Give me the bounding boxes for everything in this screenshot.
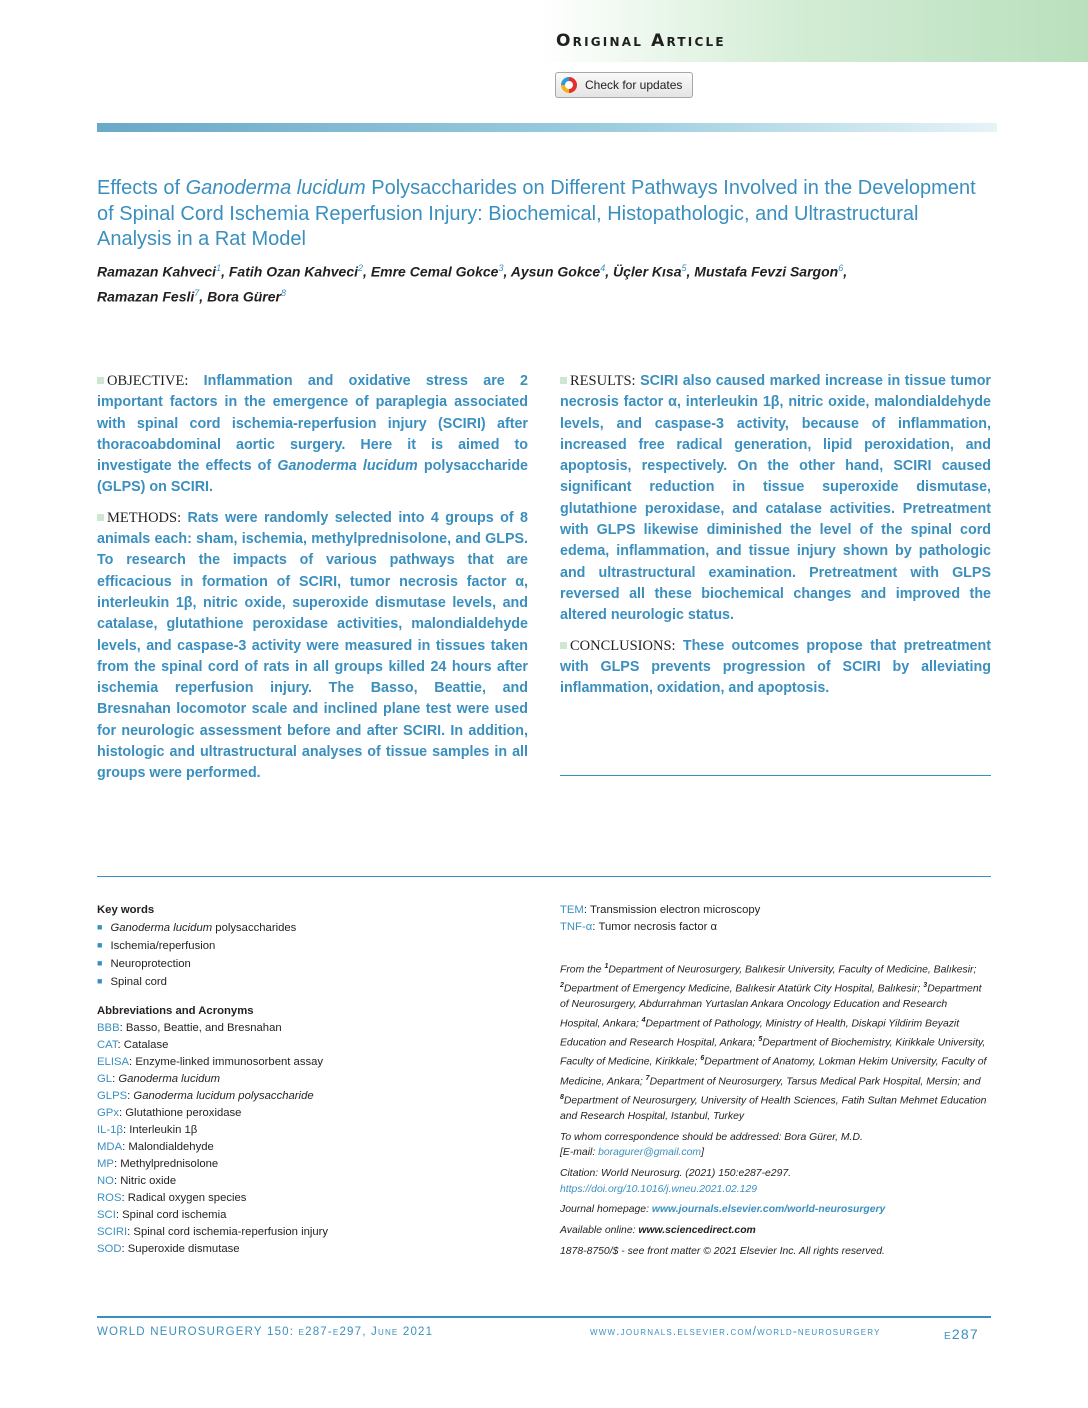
section-square-icon xyxy=(97,514,104,521)
keywords-list xyxy=(97,919,537,991)
abbr-term: NO xyxy=(97,1175,114,1187)
keywords-block xyxy=(97,902,537,991)
aff-sup: 4 xyxy=(641,1017,646,1025)
journal-homepage xyxy=(560,1202,988,1218)
copyright: 1878-8750/$ - see front matter © 2021 Elsevier Inc. All rights reserved. xyxy=(560,1245,885,1257)
keyword-text: Spinal cord xyxy=(110,976,167,988)
abbr-term: TEM xyxy=(560,904,584,916)
abbr-def: Tumor necrosis factor α xyxy=(598,921,718,933)
author: Mustafa Fevzi Sargon xyxy=(694,263,839,280)
aff-sup: 2 xyxy=(560,982,564,990)
conclusions-text: These outcomes propose that pretreatment with GLPS prevents progression of SCIRI by alleviating inflammation, oxidation, and apoptosis. xyxy=(560,637,991,697)
abbreviations-continued xyxy=(560,902,990,936)
abbr-row: MP: Methylprednisolone xyxy=(97,1158,219,1170)
results-heading: RESULTS: xyxy=(570,373,636,389)
abstract-results xyxy=(560,371,991,627)
abbr-def: Transmission electron microscopy xyxy=(589,904,761,916)
email-end: ] xyxy=(701,1147,704,1159)
section-square-icon xyxy=(560,377,567,384)
check-for-updates-button[interactable] xyxy=(555,72,693,98)
abbr-row: ELISA: Enzyme-linked immunosorbent assay xyxy=(97,1056,324,1068)
aff-sup: 6 xyxy=(700,1055,705,1063)
objective-text-2: polysaccharide (GLPS) on SCIRI. xyxy=(97,458,529,496)
header-rule-bar xyxy=(97,123,997,132)
abbr-def: Enzyme-linked immunosorbent assay xyxy=(135,1056,324,1068)
abbr-row: GPx: Glutathione peroxidase xyxy=(97,1107,242,1119)
author-sup: 1 xyxy=(216,263,222,273)
available-online xyxy=(560,1223,988,1239)
affiliation-from: From the xyxy=(560,964,602,976)
abbr-term: CAT xyxy=(97,1039,118,1051)
footer-rule xyxy=(97,1316,991,1318)
abbr-row: MDA: Malondialdehyde xyxy=(97,1141,214,1153)
aff-sup: 1 xyxy=(604,963,609,970)
abbr-def: Basso, Beattie, and Bresnahan xyxy=(125,1022,282,1034)
footer-page-number: e287 xyxy=(944,1326,979,1342)
abbr-row: BBB: Basso, Beattie, and Bresnahan xyxy=(97,1022,282,1034)
available-label: Available online: xyxy=(560,1225,639,1237)
abbr-def: Interleukin 1β xyxy=(129,1124,198,1136)
aff-text: Department of Neurosurgery, Tarsus Medical Park Hospital, Mersin; and xyxy=(649,1076,981,1088)
abbr-def: Radical oxygen species xyxy=(127,1192,247,1204)
keyword-italic: Ganoderma lucidum xyxy=(110,922,213,934)
article-type-label: Original Article xyxy=(556,31,726,51)
author: Üçler Kısa xyxy=(613,263,682,280)
abbr-term: GL xyxy=(97,1073,113,1085)
correspondence-text: To whom correspondence should be addressed: Bora Gürer, M.D. xyxy=(560,1131,863,1143)
abbr-term: ELISA xyxy=(97,1056,130,1068)
aff-text: Department of Neurosurgery, Balıkesir University, Faculty of Medicine, Balıkesir; xyxy=(608,964,977,976)
abbr-def: Spinal cord ischemia-reperfusion injury xyxy=(133,1226,329,1238)
homepage-label: Journal homepage: xyxy=(560,1204,652,1216)
homepage-link[interactable]: www.journals.elsevier.com/world-neurosurgery xyxy=(651,1204,886,1216)
objective-text-1: Inflammation and oxidative stress are 2 important factors in the emergence of paraplegia associated with spinal cord ischemia-reperfusion injury (SCIRI) after thoracoabdominal aortic surgery. Here it is aimed to investigate the effects of xyxy=(97,373,528,475)
author-sup: 3 xyxy=(498,263,504,273)
abstract-conclusions xyxy=(560,636,991,700)
sciencedirect-link[interactable]: www.sciencedirect.com xyxy=(638,1225,756,1237)
abstract-right-column xyxy=(560,371,991,708)
doi-link[interactable]: https://doi.org/10.1016/j.wneu.2021.02.129 xyxy=(560,1183,757,1195)
aff-sup: 7 xyxy=(645,1074,650,1082)
abbreviations-block xyxy=(97,1003,537,1258)
author: Emre Cemal Gokce xyxy=(370,263,499,280)
keyword-text: Neuroprotection xyxy=(110,958,191,970)
abbr-row: ROS: Radical oxygen species xyxy=(97,1192,247,1204)
author-sup: 8 xyxy=(280,287,286,298)
affiliations-block xyxy=(560,959,988,1265)
author-sup: 2 xyxy=(358,263,364,273)
abstract-left-column xyxy=(97,371,528,794)
aff-sup: 5 xyxy=(758,1036,763,1044)
aff-text: Department of Anatomy, Lokman Hekim University, Faculty of Medicine, Ankara; xyxy=(560,1056,987,1088)
abbr-def: Methylprednisolone xyxy=(120,1158,219,1170)
abbr-row: IL-1β: Interleukin 1β xyxy=(97,1124,198,1136)
crossmark-icon xyxy=(561,77,577,93)
abbr-term: BBB xyxy=(97,1022,120,1034)
keyword-item xyxy=(97,955,537,973)
abbr-def: Superoxide dismutase xyxy=(127,1243,240,1255)
email-link[interactable]: boragurer@gmail.com xyxy=(598,1147,702,1159)
abbr-term: MP xyxy=(97,1158,114,1170)
abbr-def: Spinal cord ischemia xyxy=(122,1209,227,1221)
keyword-item xyxy=(97,973,537,991)
abbr-row: CAT: Catalase xyxy=(97,1039,169,1051)
abbr-def: Glutathione peroxidase xyxy=(125,1107,242,1119)
aff-text: Department of Neurosurgery, University of Health Sciences, Fatih Sultan Mehmet Education and Research Hospital, Istanbul, Turkey xyxy=(560,1095,987,1122)
abbr-row: SOD: Superoxide dismutase xyxy=(97,1243,240,1255)
abstract-objective xyxy=(97,371,528,499)
citation-text: Citation: World Neurosurg. (2021) 150:e287-e297. xyxy=(560,1168,792,1180)
title-part2: Polysaccharides on Different Pathways Involved in the Development of Spinal Cord Ischemia Reperfusion Injury: Biochemical, Histopathologic, and Ultrastructural Analysis in a Rat Model xyxy=(97,177,976,250)
check-for-updates-label: Check for updates xyxy=(585,78,683,92)
conclusions-heading: CONCLUSIONS: xyxy=(570,637,676,654)
aff-text: Department of Emergency Medicine, Balıkesir Atatürk City Hospital, Balıkesir; xyxy=(563,983,921,995)
abbr-term: GPx xyxy=(97,1107,119,1119)
title-part1: Effects of xyxy=(97,177,186,199)
citation xyxy=(560,1166,988,1197)
abbr-term: SCIRI xyxy=(97,1226,128,1238)
objective-heading: OBJECTIVE: xyxy=(107,373,189,389)
author-sup: 7 xyxy=(194,287,200,298)
aff-text: Department of Neurosurgery, Abdurrahman Yurtaslan Ankara Oncology Education and Research Hospital, Ankara; xyxy=(560,983,982,1030)
objective-italic: Ganoderma lucidum xyxy=(277,458,418,475)
author-list: Ramazan Kahveci$^1$, Fatih Ozan Kahveci$^2$, Emre Cemal Gokce$^3$, Aysun Gokce$^4$, Üçler Kısa$^5$, Mustafa Fevzi Sargon$^6$, Ramazan Fesli$^7$, Bora Gürer$^8$ xyxy=(97,263,848,305)
abstract-end-rule xyxy=(560,775,991,776)
abbr-term: SOD xyxy=(97,1243,122,1255)
abbr-def: Ganoderma lucidum xyxy=(118,1073,221,1085)
abbr-term: GLPS xyxy=(97,1090,128,1102)
abbr-def: Nitric oxide xyxy=(120,1175,177,1187)
author: Ramazan Kahveci xyxy=(97,263,217,280)
affiliation-paragraph xyxy=(560,959,988,1125)
methods-heading: METHODS: xyxy=(107,509,182,526)
section-separator-rule xyxy=(97,876,991,877)
abbr-row: SCI: Spinal cord ischemia xyxy=(97,1209,227,1221)
author: Aysun Gokce xyxy=(510,263,601,280)
abbr-row: GLPS: Ganoderma lucidum polysaccharide xyxy=(97,1090,314,1102)
aff-text: Department of Pathology, Ministry of Health, Diskapi Yildirim Beyazit Education and Research Hospital, Ankara; xyxy=(560,1018,960,1049)
keyword-item xyxy=(97,919,537,937)
abbr-def: Malondialdehyde xyxy=(128,1141,214,1153)
abbr-row: GL: Ganoderma lucidum xyxy=(97,1073,221,1085)
abbr-row: TEM: Transmission electron microscopy xyxy=(560,904,761,916)
abstract-methods xyxy=(97,508,528,785)
abbr-term: SCI xyxy=(97,1209,116,1221)
abbr-term: MDA xyxy=(97,1141,123,1153)
results-text: SCIRI also caused marked increase in tissue tumor necrosis factor α, interleukin 1β, nitric oxide, malondialdehyde levels, and caspase-3 activity, because of inflammation, increased free radical generation, lipid peroxidation, and apoptosis, respectively. On the other hand, SCIRI caused significant reduction in tissue superoxide dismutase, glutathione peroxidase, and catalase activities. Pretreatment with GLPS likewise diminished the level of the spinal cord edema, inflammation, and tissue injury shown by pathologic and ultrastructural examination. Pretreatment with GLPS reversed all these biochemical changes and improved the altered neurologic status. xyxy=(560,373,991,624)
abbr-term: TNF-α xyxy=(560,921,593,933)
abbr-row: NO: Nitric oxide xyxy=(97,1175,177,1187)
author: Bora Gürer xyxy=(207,288,281,305)
author-sup: 6 xyxy=(838,263,844,273)
abbr-term: ROS xyxy=(97,1192,122,1204)
abbr-term: IL-1β xyxy=(97,1124,123,1136)
abbreviations-heading: Abbreviations and Acronyms xyxy=(97,1005,254,1017)
abbr-def: Ganoderma lucidum polysaccharide xyxy=(133,1090,314,1102)
article-title xyxy=(97,176,997,253)
keyword-text: Ischemia/reperfusion xyxy=(110,940,216,952)
email-label: [E-mail: xyxy=(560,1147,599,1159)
author: Fatih Ozan Kahveci xyxy=(228,263,359,280)
section-square-icon xyxy=(97,377,104,384)
abbr-row: SCIRI: Spinal cord ischemia-reperfusion injury xyxy=(97,1226,329,1238)
aff-sup: 8 xyxy=(560,1093,564,1101)
abbr-row: TNF-α: Tumor necrosis factor α xyxy=(560,921,718,933)
footer-url[interactable]: www.journals.elsevier.com/world-neurosurgery xyxy=(590,1326,881,1338)
aff-sup: 3 xyxy=(923,982,928,990)
author-sup: 5 xyxy=(681,263,687,273)
footer-journal: WORLD NEUROSURGERY 150: e287-e297, June 2021 xyxy=(97,1326,434,1338)
keyword-text: polysaccharides xyxy=(212,922,297,934)
methods-text: Rats were randomly selected into 4 groups of 8 animals each: sham, ischemia, methylprednisolone, and GLPS. To research the impacts of various pathways that are efficacious in formation of SCIRI, tumor necrosis factor α, interleukin 1β, nitric oxide, superoxide dismutase levels, and catalase, glutathione peroxidase activities, malondialdehyde levels, and caspase-3 activity were measured in tissues taken from the spinal cord of rats in all groups killed 24 hours after ischemia reperfusion injury. The Basso, Beattie, and Bresnahan locomotor scale and inclined plane test were used for neurologic assessment before and after SCIRI. In addition, histologic and ultrastructural analyses of tissue samples in all groups were performed. xyxy=(97,509,529,782)
aff-text: Department of Biochemistry, Kirikkale University, Faculty of Medicine, Kirikkale; xyxy=(560,1037,986,1068)
keywords-heading: Key words xyxy=(97,904,155,916)
title-italic: Ganoderma lucidum xyxy=(185,177,366,199)
keyword-item xyxy=(97,937,537,955)
author: Ramazan Fesli xyxy=(97,288,195,305)
section-square-icon xyxy=(560,642,567,649)
correspondence xyxy=(560,1130,988,1161)
abbr-def: Catalase xyxy=(123,1039,169,1051)
author-sup: 4 xyxy=(600,263,606,273)
